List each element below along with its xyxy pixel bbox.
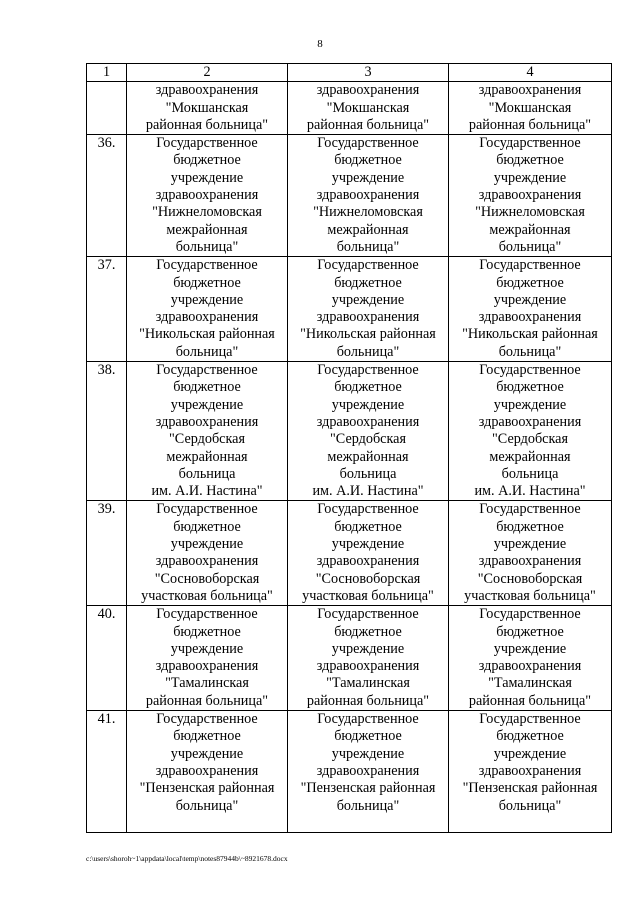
organization-cell-col2 [127, 711, 288, 833]
organization-name-line: Государственное [479, 501, 581, 518]
organization-name-line: "Пензенская районная [139, 780, 275, 797]
organization-name-line: здравоохранения [316, 413, 420, 430]
organization-name-line: им. А.И. Настина" [151, 483, 263, 500]
organization-name-line: учреждение [170, 291, 244, 308]
row-number-cell: 40. [87, 606, 127, 711]
organization-name-line: здравоохранения [478, 762, 582, 779]
organization-name-line: бюджетное [173, 379, 241, 396]
organizations-table [86, 63, 612, 833]
organization-name-line: учреждение [331, 536, 405, 553]
organization-name-line: бюджетное [173, 274, 241, 291]
organization-name-line: районная больница" [306, 692, 430, 709]
organization-name-line: Государственное [156, 362, 258, 379]
row-number-cell [87, 82, 127, 135]
organization-cell-col2 [127, 135, 288, 257]
table-row [87, 501, 612, 606]
organization-name-line: здравоохранения [316, 309, 420, 326]
header-cell-3: 3 [288, 64, 449, 82]
organization-name-line: здравоохранения [155, 762, 259, 779]
organization-name-line: "Сосновоборская [315, 570, 421, 587]
organization-name-line: "Нижнеломовская [475, 204, 585, 221]
organization-name-line: здравоохранения [155, 658, 259, 675]
organization-name-line: учреждение [331, 640, 405, 657]
organization-name-line: Государственное [479, 362, 581, 379]
organization-name-line: учреждение [331, 745, 405, 762]
organization-name-line: больница" [336, 238, 400, 255]
organization-name-line: Государственное [317, 135, 419, 152]
organization-cell-col4 [449, 501, 612, 606]
organization-name-line: Государственное [156, 135, 258, 152]
organization-name-line: больница" [498, 238, 562, 255]
organization-name-line: "Сердобская [330, 431, 406, 448]
organization-name-line: Государственное [317, 362, 419, 379]
organization-name-line: бюджетное [496, 623, 564, 640]
organization-name-line: Государственное [317, 711, 419, 728]
row-number-cell: 41. [87, 711, 127, 833]
organization-name-line: районная больница" [468, 116, 592, 133]
organization-name-line: больница" [336, 343, 400, 360]
header-cell-1: 1 [87, 64, 127, 82]
organization-name-line: больница [178, 465, 236, 482]
organization-name-line: "Сосновоборская [154, 570, 260, 587]
organization-name-line: "Мокшанская [165, 99, 249, 116]
organization-name-line: учреждение [331, 291, 405, 308]
organization-cell-col4 [449, 606, 612, 711]
organization-name-line: здравоохранения [316, 82, 420, 99]
organization-name-line: Государственное [317, 257, 419, 274]
organization-name-line: учреждение [493, 745, 567, 762]
organization-name-line: больница" [175, 343, 239, 360]
organization-cell-col3 [288, 257, 449, 362]
organization-cell-col3 [288, 606, 449, 711]
page-number: 8 [317, 38, 323, 50]
organization-name-line: бюджетное [173, 152, 241, 169]
organization-name-line: бюджетное [334, 379, 402, 396]
organization-name-line: бюджетное [334, 728, 402, 745]
row-number-cell: 39. [87, 501, 127, 606]
organization-name-line: бюджетное [496, 274, 564, 291]
organization-name-line: Государственное [479, 257, 581, 274]
organization-name-line: бюджетное [334, 518, 402, 535]
organization-cell-col3 [288, 362, 449, 501]
organization-name-line: больница" [498, 343, 562, 360]
organization-name-line: "Никольская районная [300, 326, 436, 343]
organization-cell-col4 [449, 362, 612, 501]
organization-name-line: Государственное [156, 606, 258, 623]
organization-name-line: межрайонная [166, 448, 248, 465]
organization-name-line: больница [339, 465, 397, 482]
organization-name-line: учреждение [493, 169, 567, 186]
organization-name-line: "Никольская районная [462, 326, 598, 343]
organization-name-line: больница [501, 465, 559, 482]
organization-name-line: "Сердобская [492, 431, 568, 448]
organization-cell-col3 [288, 501, 449, 606]
organization-name-line: здравоохранения [478, 413, 582, 430]
organization-name-line: бюджетное [334, 623, 402, 640]
organization-cell-col4 [449, 711, 612, 833]
organization-name-line: учреждение [170, 536, 244, 553]
organization-name-line: "Пензенская районная [300, 780, 436, 797]
organization-name-line: им. А.И. Настина" [474, 483, 586, 500]
table-body [87, 64, 612, 833]
organization-name-line: здравоохранения [155, 309, 259, 326]
organization-name-line: бюджетное [496, 728, 564, 745]
organization-name-line: бюджетное [173, 623, 241, 640]
organization-name-line: здравоохранения [155, 553, 259, 570]
organization-name-line: здравоохранения [155, 187, 259, 204]
organization-name-line: больница" [175, 797, 239, 814]
organization-name-line: районная больница" [145, 692, 269, 709]
organization-name-line: "Тамалинская [488, 675, 572, 692]
organization-cell-col2 [127, 362, 288, 501]
organization-name-line: районная больница" [468, 692, 592, 709]
organization-name-line: участковая больница" [464, 587, 596, 604]
organization-name-line: Государственное [156, 257, 258, 274]
organization-name-line: бюджетное [496, 152, 564, 169]
header-row [87, 64, 612, 82]
organization-name-line: больница" [336, 797, 400, 814]
organization-name-line: учреждение [493, 396, 567, 413]
organization-name-line: здравоохранения [316, 762, 420, 779]
organization-name-line: "Нижнеломовская [152, 204, 262, 221]
organization-name-line: им. А.И. Настина" [312, 483, 424, 500]
organization-cell-col3 [288, 82, 449, 135]
organization-name-line: бюджетное [496, 518, 564, 535]
organization-name-line: здравоохранения [478, 187, 582, 204]
organization-name-line: учреждение [170, 169, 244, 186]
organization-name-line: здравоохранения [316, 553, 420, 570]
organization-name-line: здравоохранения [155, 82, 259, 99]
organization-name-line: учреждение [170, 640, 244, 657]
organization-name-line: Государственное [317, 606, 419, 623]
organization-name-line: Государственное [479, 606, 581, 623]
table-row [87, 135, 612, 257]
organization-name-line: районная больница" [306, 116, 430, 133]
organization-name-line: межрайонная [327, 221, 409, 238]
organization-name-line: здравоохранения [316, 187, 420, 204]
organization-name-line: здравоохранения [478, 309, 582, 326]
organization-name-line: Государственное [479, 135, 581, 152]
organization-cell-col3 [288, 135, 449, 257]
organization-cell-col2 [127, 501, 288, 606]
organization-name-line: бюджетное [173, 518, 241, 535]
organization-name-line: "Нижнеломовская [313, 204, 423, 221]
organization-name-line: учреждение [170, 745, 244, 762]
organization-name-line: участковая больница" [302, 587, 434, 604]
organization-name-line: учреждение [170, 396, 244, 413]
organization-cell-col2 [127, 257, 288, 362]
row-number-cell: 36. [87, 135, 127, 257]
organization-name-line: "Мокшанская [326, 99, 410, 116]
organization-name-line: "Сосновоборская [477, 570, 583, 587]
organization-name-line: здравоохранения [478, 658, 582, 675]
table-row [87, 606, 612, 711]
row-number-cell: 38. [87, 362, 127, 501]
table-row [87, 82, 612, 135]
organization-cell-col4 [449, 257, 612, 362]
table-row [87, 362, 612, 501]
organization-name-line: бюджетное [496, 379, 564, 396]
organization-name-line: районная больница" [145, 116, 269, 133]
organization-name-line: межрайонная [489, 448, 571, 465]
organization-name-line: учреждение [331, 396, 405, 413]
organization-name-line: бюджетное [173, 728, 241, 745]
organization-cell-col2 [127, 82, 288, 135]
organization-name-line: здравоохранения [478, 553, 582, 570]
footer-file-path: c:\users\shoroh~1\appdata\local\temp\notes87944b\~8921678.docx [86, 854, 288, 863]
organization-name-line: "Пензенская районная [462, 780, 598, 797]
organization-name-line: бюджетное [334, 274, 402, 291]
organization-name-line: больница" [175, 238, 239, 255]
organization-name-line: "Сердобская [169, 431, 245, 448]
organization-cell-col4 [449, 82, 612, 135]
row-number-cell: 37. [87, 257, 127, 362]
organization-name-line: "Никольская районная [139, 326, 275, 343]
organization-name-line: "Тамалинская [165, 675, 249, 692]
organization-name-line: межрайонная [166, 221, 248, 238]
organization-name-line: межрайонная [327, 448, 409, 465]
organization-name-line: межрайонная [489, 221, 571, 238]
header-cell-4: 4 [449, 64, 612, 82]
organization-name-line: Государственное [156, 711, 258, 728]
organization-name-line: учреждение [493, 536, 567, 553]
organization-name-line: Государственное [317, 501, 419, 518]
organization-name-line: здравоохранения [316, 658, 420, 675]
organization-name-line: больница" [498, 797, 562, 814]
organization-name-line: бюджетное [334, 152, 402, 169]
organization-name-line: Государственное [156, 501, 258, 518]
organization-name-line: Государственное [479, 711, 581, 728]
organization-cell-col3 [288, 711, 449, 833]
organization-cell-col2 [127, 606, 288, 711]
organization-cell-col4 [449, 135, 612, 257]
organization-name-line: участковая больница" [141, 587, 273, 604]
table-row [87, 257, 612, 362]
organization-name-line: учреждение [331, 169, 405, 186]
organization-name-line: "Тамалинская [326, 675, 410, 692]
organization-name-line: "Мокшанская [488, 99, 572, 116]
organization-name-line: учреждение [493, 640, 567, 657]
header-cell-2: 2 [127, 64, 288, 82]
organization-name-line: учреждение [493, 291, 567, 308]
organization-name-line: здравоохранения [478, 82, 582, 99]
organization-name-line: здравоохранения [155, 413, 259, 430]
table-row [87, 711, 612, 833]
